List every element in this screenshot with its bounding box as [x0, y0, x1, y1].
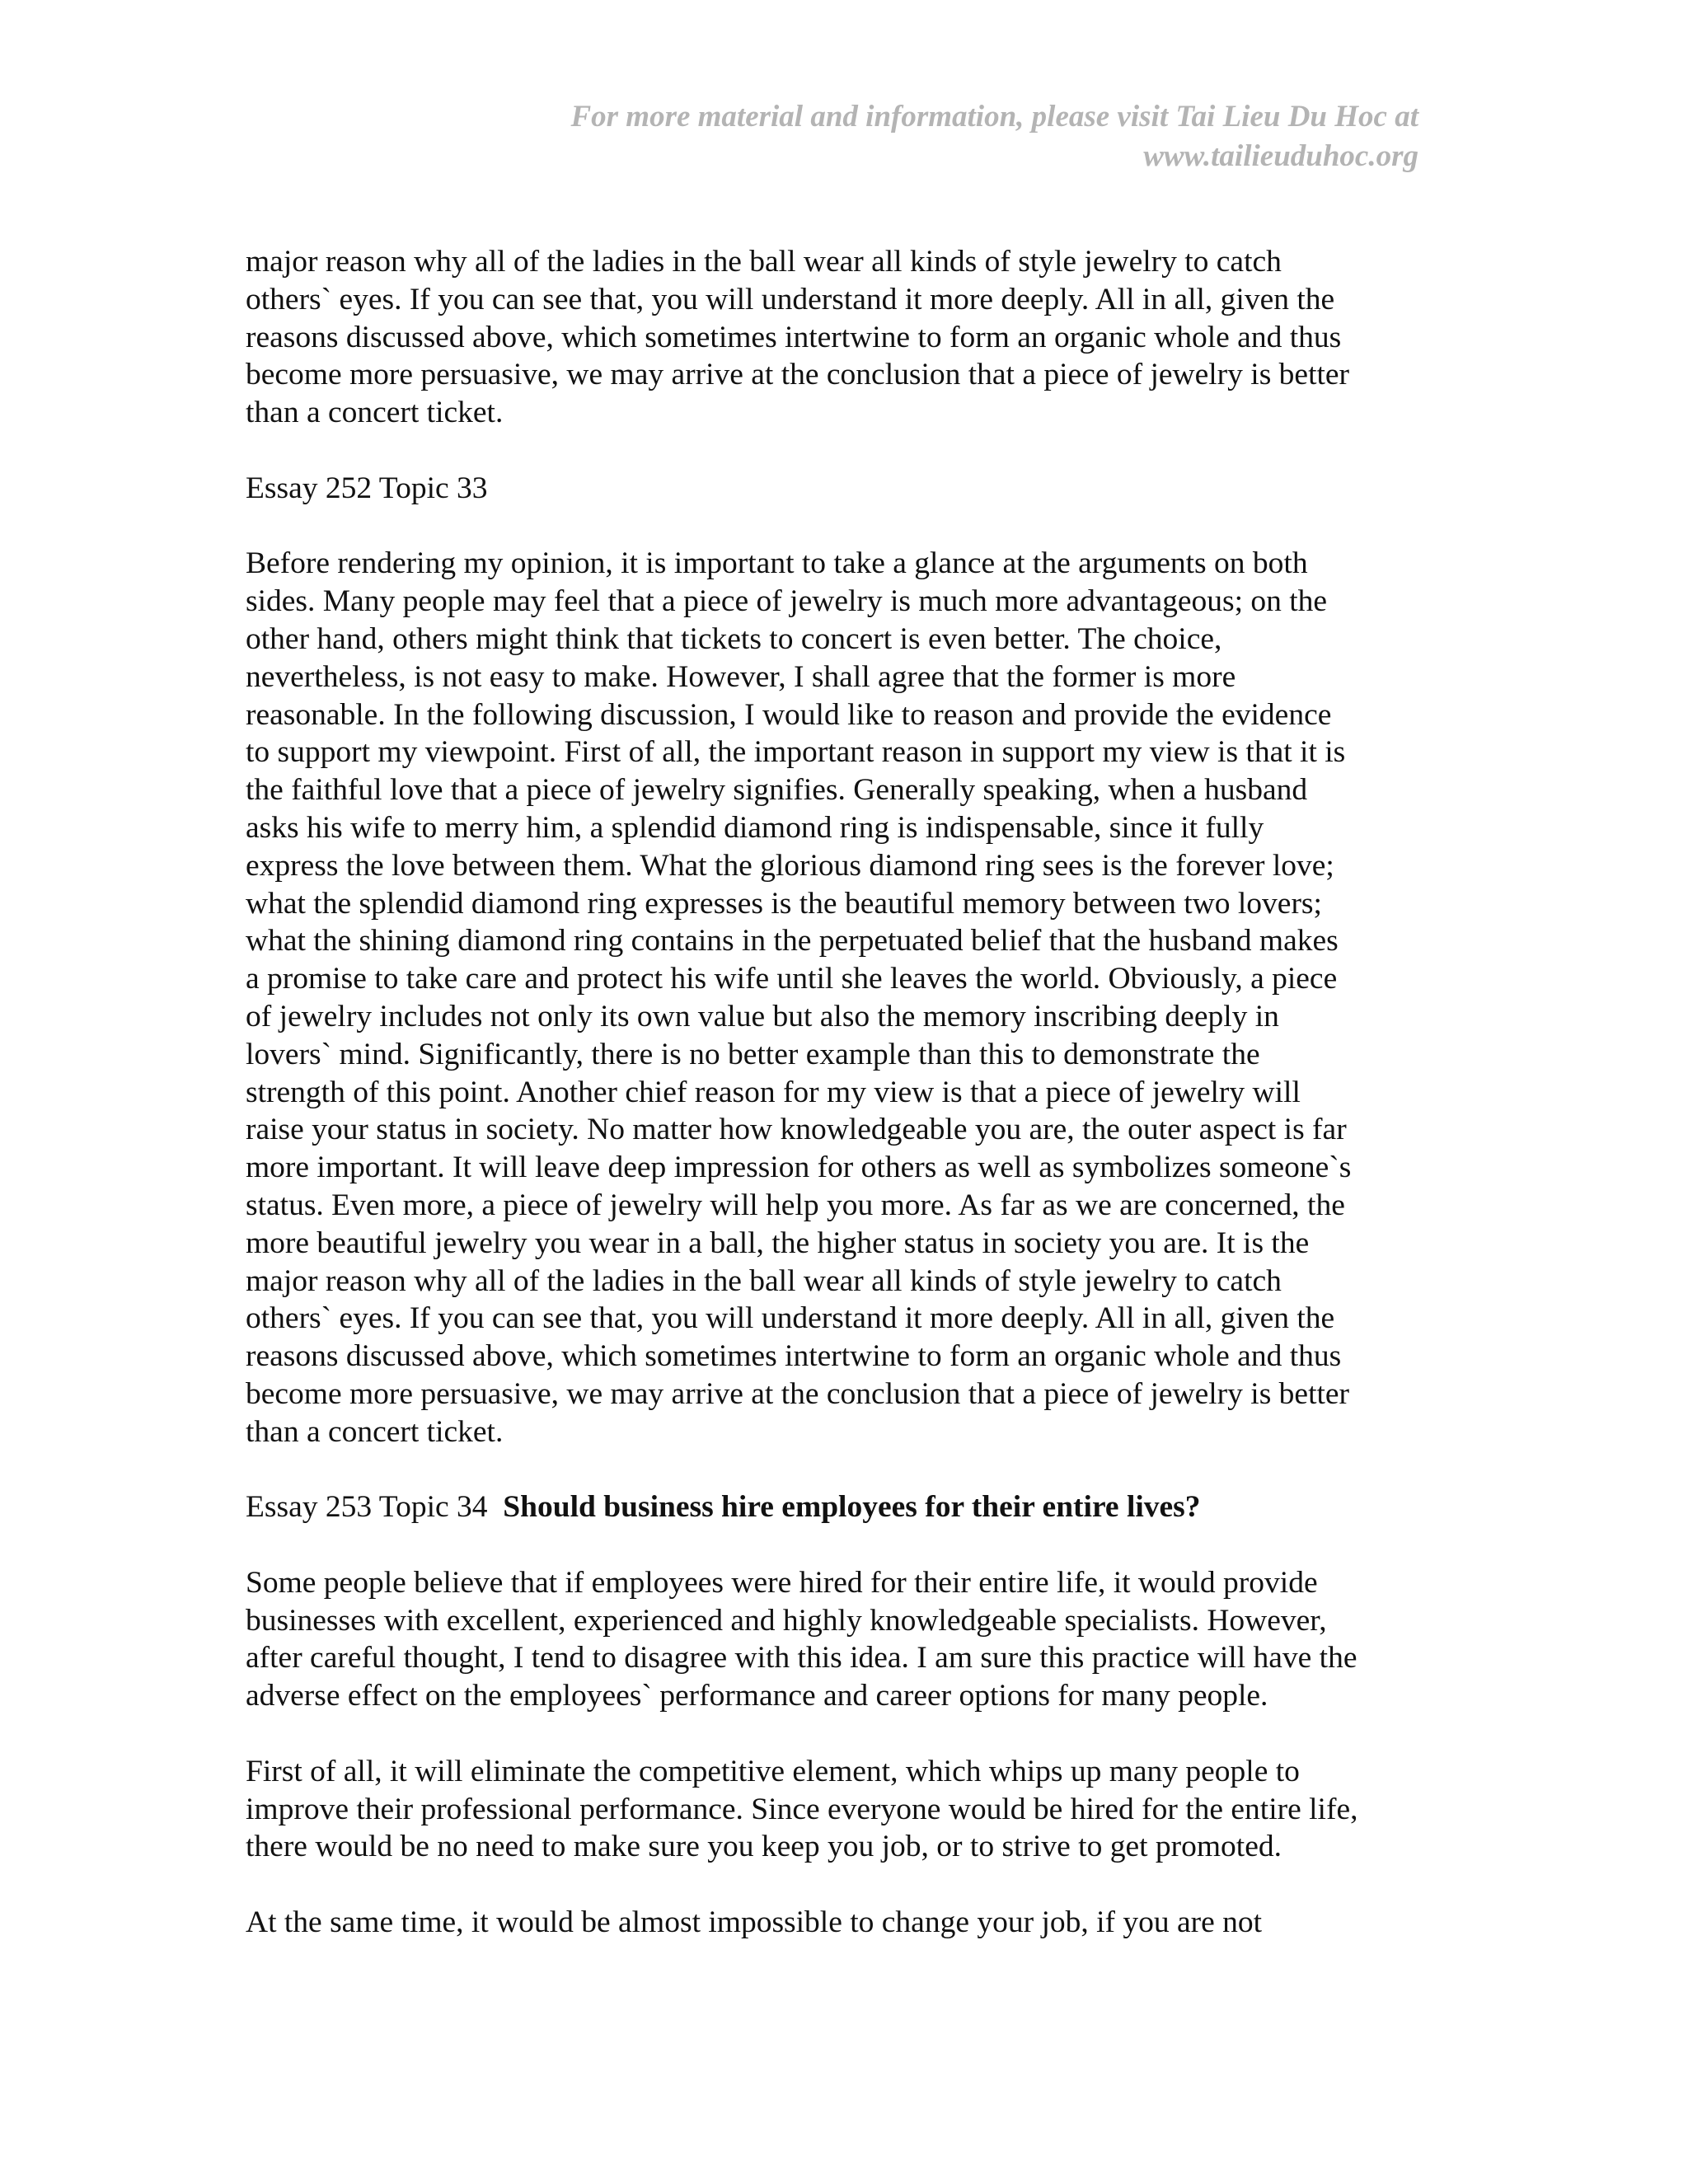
text-line: a promise to take care and protect his wife until she leaves the world. Obviously, a piece [246, 962, 1338, 996]
text-line: major reason why all of the ladies in the ball wear all kinds of style jewelry to catch [246, 245, 1282, 279]
text-line: than a concert ticket. [246, 396, 504, 430]
text-line: to support my viewpoint. First of all, the important reason in support my view is that it is [246, 735, 1346, 770]
text-line: become more persuasive, we may arrive at the conclusion that a piece of jewelry is better [246, 358, 1350, 392]
text-line: express the love between them. What the glorious diamond ring sees is the forever love; [246, 848, 1334, 883]
essay-253-topic-title: Should business hire employees for their entire lives? [503, 1490, 1201, 1525]
essay-253-paragraph-2 [246, 1753, 1432, 1866]
text-line: lovers` mind. Significantly, there is no better example than this to demonstrate the [246, 1037, 1260, 1071]
text-line: raise your status in society. No matter how knowledgeable you are, the outer aspect is far [246, 1113, 1347, 1147]
text-line: businesses with excellent, experienced and highly knowledgeable specialists. However, [246, 1603, 1327, 1638]
text-line: major reason why all of the ladies in the ball wear all kinds of style jewelry to catch [246, 1263, 1282, 1298]
text-line: reasons discussed above, which sometimes intertwine to form an organic whole and thus [246, 1339, 1342, 1374]
text-line: than a concert ticket. [246, 1414, 504, 1449]
header-line-1: For more material and information, please visit Tai Lieu Du Hoc at [570, 100, 1418, 134]
text-line: others` eyes. If you can see that, you will understand it more deeply. All in all, given the [246, 1301, 1335, 1336]
essay-253-heading [246, 1488, 1432, 1526]
document-body [246, 243, 1432, 1942]
text-line: Some people believe that if employees were hired for their entire life, it would provide [246, 1565, 1318, 1600]
text-line: become more persuasive, we may arrive at the conclusion that a piece of jewelry is better [246, 1376, 1350, 1411]
text-line: reasonable. In the following discussion, I would like to reason and provide the evidence [246, 697, 1332, 732]
text-line: the faithful love that a piece of jewelry signifies. Generally speaking, when a husband [246, 773, 1308, 808]
text-line: others` eyes. If you can see that, you will understand it more deeply. All in all, given the [246, 282, 1335, 316]
text-line: Before rendering my opinion, it is important to take a glance at the arguments on both [246, 546, 1308, 581]
essay-252-heading: Essay 252 Topic 33 [246, 471, 488, 505]
text-line: what the shining diamond ring contains in the perpetuated belief that the husband makes [246, 924, 1339, 958]
text-line: At the same time, it would be almost impossible to change your job, if you are not [246, 1905, 1263, 1940]
text-line: more important. It will leave deep impression for others as well as symbolizes someone`s [246, 1151, 1352, 1185]
text-line: what the splendid diamond ring expresses is the beautiful memory between two lovers; [246, 886, 1322, 921]
essay-253-label: Essay 253 Topic 34 [246, 1490, 488, 1525]
text-line: adverse effect on the employees` performance and career options for many people. [246, 1679, 1268, 1713]
text-line: improve their professional performance. Since everyone would be hired for the entire life, [246, 1792, 1358, 1826]
text-line: asks his wife to merry him, a splendid diamond ring is indispensable, since it fully [246, 810, 1264, 845]
text-line: First of all, it will eliminate the competitive element, which whips up many people to [246, 1754, 1300, 1788]
essay-252-body [246, 545, 1432, 1451]
essay-253-paragraph-1 [246, 1564, 1432, 1715]
text-line: there would be no need to make sure you keep you job, or to strive to get promoted. [246, 1830, 1282, 1864]
text-line: more beautiful jewelry you wear in a ball, the higher status in society you are. It is the [246, 1226, 1310, 1260]
text-line: status. Even more, a piece of jewelry will help you more. As far as we are concerned, the [246, 1188, 1345, 1222]
page-header [347, 97, 1418, 176]
text-line: other hand, others might think that tickets to concert is even better. The choice, [246, 621, 1222, 656]
text-line: reasons discussed above, which sometimes intertwine to form an organic whole and thus [246, 320, 1342, 354]
header-url: www.tailieuduhoc.org [1143, 139, 1418, 173]
essay-253-paragraph-3 [246, 1904, 1432, 1942]
text-line: strength of this point. Another chief reason for my view is that a piece of jewelry will [246, 1075, 1301, 1109]
paragraph-intro [246, 243, 1432, 432]
text-line: nevertheless, is not easy to make. However, I shall agree that the former is more [246, 659, 1236, 694]
text-line: sides. Many people may feel that a piece of jewelry is much more advantageous; on the [246, 584, 1328, 619]
text-line: of jewelry includes not only its own value but also the memory inscribing deeply in [246, 999, 1279, 1033]
text-line: after careful thought, I tend to disagree with this idea. I am sure this practice will have the [246, 1641, 1357, 1675]
